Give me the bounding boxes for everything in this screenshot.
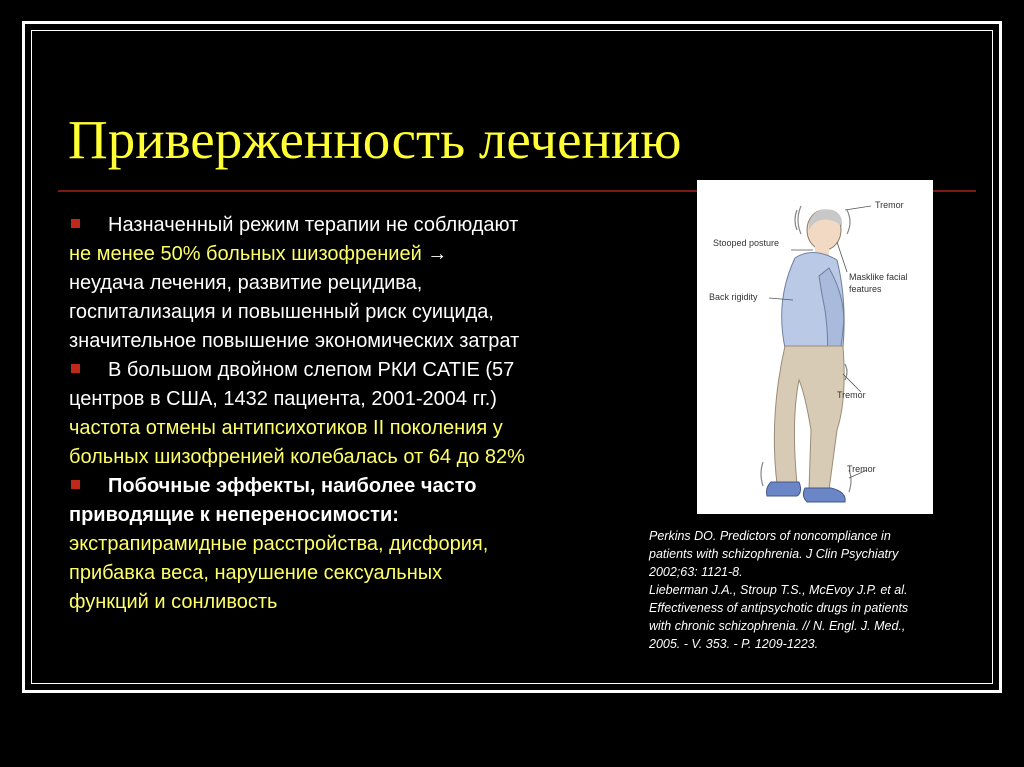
- label-back-rigidity: Back rigidity: [709, 292, 758, 302]
- bullet-2-highlight-2: больных шизофренией колебалась от 64 до 82%: [69, 446, 525, 468]
- reference-line: patients with schizophrenia. J Clin Psychiatry: [649, 547, 899, 561]
- label-stooped-posture: Stooped posture: [713, 238, 780, 248]
- bullet-3-highlight-3: функций и сонливость: [69, 591, 278, 613]
- head-tremor-mark-icon: [847, 210, 850, 234]
- bullet-2-line-1: В большом двойном слепом РКИ CATIE (57: [108, 359, 515, 381]
- slide-body: [69, 211, 659, 617]
- bullet-1-line-3: неудача лечения, развитие рецидива,: [69, 272, 423, 294]
- pants-icon: [774, 346, 844, 490]
- reference-line: Lieberman J.A., Stroup T.S., McEvoy J.P. et al.: [649, 583, 908, 597]
- elderly-man-figure: [697, 180, 933, 514]
- foot-tremor-mark-icon: [761, 462, 763, 486]
- references: [649, 527, 979, 653]
- right-arrow-icon: →: [427, 243, 448, 265]
- label-tremor-hand: Tremor: [837, 390, 866, 400]
- bullet-3-line-1: Побочные эффекты, наиболее часто: [108, 475, 477, 497]
- bullet-1-line-1: Назначенный режим терапии не соблюдают: [108, 214, 519, 236]
- bullet-square-icon: [71, 480, 80, 489]
- bullet-1: [69, 211, 659, 240]
- reference-line: Perkins DO. Predictors of noncompliance in: [649, 529, 891, 543]
- slide-title: Приверженность лечению: [68, 109, 682, 170]
- label-masklike-2: features: [849, 284, 882, 294]
- reference-line: with chronic schizophrenia. // N. Engl. J. Med.,: [649, 619, 906, 633]
- parkinsonism-illustration: [697, 180, 933, 514]
- bullet-square-icon: [71, 364, 80, 373]
- bullet-1-highlight: не менее 50% больных шизофренией: [69, 243, 422, 265]
- bullet-3-highlight-1: экстрапирамидные расстройства, дисфория,: [69, 533, 489, 555]
- bullet-square-icon: [71, 219, 80, 228]
- reference-line: 2002;63: 1121-8.: [649, 565, 743, 579]
- bullet-3-line-2: приводящие к непереносимости:: [69, 504, 399, 526]
- bullet-2-highlight-1: частота отмены антипсихотиков II поколения у: [69, 417, 503, 439]
- bullet-1-line-4: госпитализация и повышенный риск суицида,: [69, 301, 494, 323]
- leader-line: [845, 206, 871, 210]
- bullet-3: [69, 472, 659, 501]
- head-tremor-mark-icon: [798, 206, 801, 234]
- bullet-2: [69, 356, 659, 385]
- bullet-1-line-2: [69, 240, 659, 269]
- reference-line: 2005. - V. 353. - P. 1209-1223.: [649, 637, 819, 651]
- bullet-1-line-5: значительное повышение экономических затрат: [69, 330, 520, 352]
- shoe-icon: [803, 488, 845, 502]
- head-tremor-mark-icon: [795, 210, 797, 230]
- shoe-icon: [767, 482, 801, 496]
- label-tremor-foot: Tremor: [847, 464, 876, 474]
- bullet-2-line-2: центров в США, 1432 пациента, 2001-2004 гг.): [69, 388, 497, 410]
- bullet-3-highlight-2: прибавка веса, нарушение сексуальных: [69, 562, 443, 584]
- label-tremor-head: Tremor: [875, 200, 904, 210]
- reference-line: Effectiveness of antipsychotic drugs in patients: [649, 601, 909, 615]
- label-masklike-1: Masklike facial: [849, 272, 908, 282]
